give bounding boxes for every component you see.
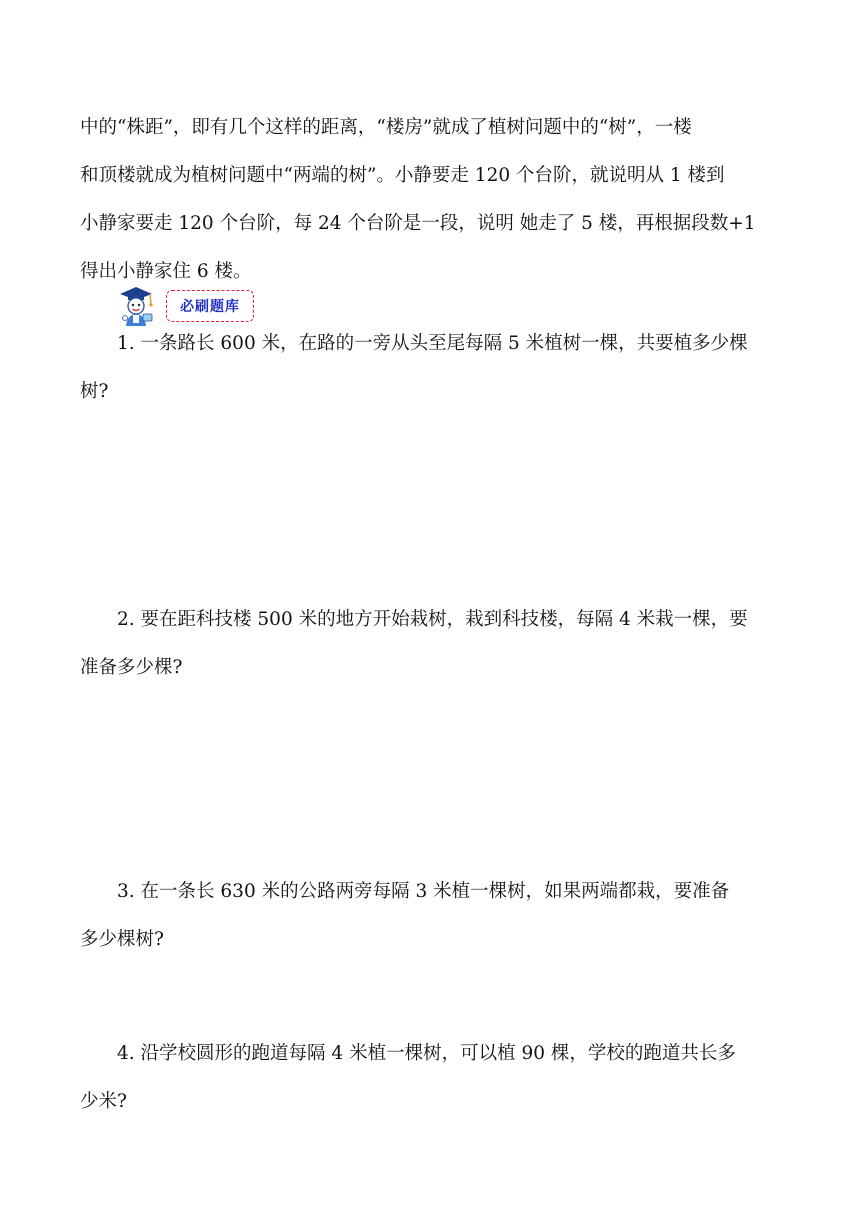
question-line: 2. 要在距科技楼 500 米的地方开始栽树，栽到科技楼，每隔 4 米栽一棵，要 (117, 609, 748, 630)
intro-line: 和顶楼就成为植树问题中“两端的树”。小静要走 120 个台阶，就说明从 1 楼到 (80, 165, 725, 186)
section-tag: 必刷题库 (166, 290, 254, 322)
intro-line: 中的“株距”，即有几个这样的距离，“楼房”就成了植树问题中的“树”，一楼 (80, 117, 692, 138)
question-line: 多少棵树? (80, 929, 164, 950)
question-line: 4. 沿学校圆形的跑道每隔 4 米植一棵树，可以植 90 棵，学校的跑道共长多 (117, 1043, 736, 1064)
intro-line: 小静家要走 120 个台阶，每 24 个台阶是一段，说明 她走了 5 楼，再根据段数+1 (80, 213, 756, 234)
question-line: 1. 一条路长 600 米，在路的一旁从头至尾每隔 5 米植树一棵，共要植多少棵 (117, 333, 748, 354)
question-1 (80, 320, 790, 416)
question-line: 3. 在一条长 630 米的公路两旁每隔 3 米植一棵树，如果两端都栽，要准备 (117, 881, 730, 902)
intro-line: 得出小静家住 6 楼。 (80, 261, 252, 282)
question-4 (80, 1030, 790, 1126)
question-3 (80, 868, 790, 964)
question-line: 树? (80, 381, 109, 402)
question-line: 准备多少棵? (80, 657, 183, 678)
question-2 (80, 596, 790, 692)
intro-paragraph (80, 104, 790, 296)
question-line: 少米? (80, 1091, 127, 1112)
